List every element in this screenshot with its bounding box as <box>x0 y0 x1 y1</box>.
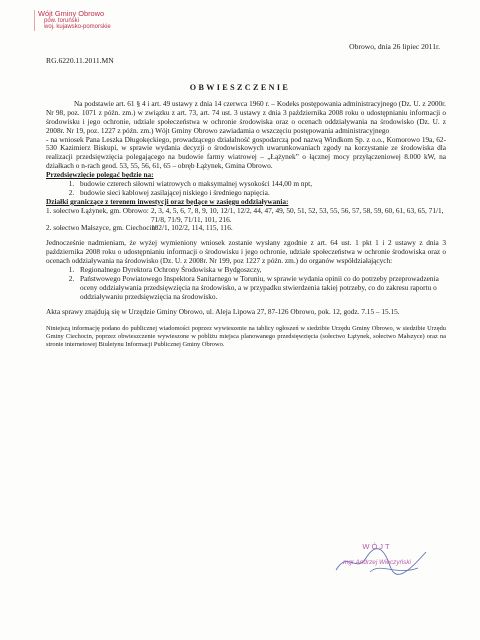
applicant-paragraph: - na wniosek Pana Leszka Długokęckiego, prowadzącego działalność gospodarczą pod nazwą Windkom Sp. z o.o., Komorowo 19a, 62-530 Kazimierz Biskupi, w sprawie wydania decyzji o środowiskowych uwarunkowaniach zgody na korzystanie ze środowiska dla realizacji przedsięwzięcia polegającego na budowie farmy wiatrowej – „Łążynek” o łącznej mocy przyłączeniowej 8.000 kW, na działkach o n-rach geod. 53, 55, 56, 61, 65 – obręb Łążynek, Gmina Obrowo. <box>46 134 446 171</box>
authorities-list <box>46 266 446 302</box>
scope-heading: Przedsięwzięcie polegać będzie na: <box>46 170 154 180</box>
office-stamp <box>34 10 111 31</box>
scope-list <box>46 180 446 198</box>
stamp-line-3: woj. kujawsko-pomorskie <box>44 24 111 31</box>
authority-item: 2. Państwowego Powiatowego Inspektora Sanitarnego w Toruniu, w sprawie wydania opinii co do potrzeby przeprowadzenia oceny oddziaływania przedsięwzięcia na środowisko, a w przypadku stwierdzenia takiej potrzeby, co do zakresu raportu o oddziaływaniu przedsięwzięcia na środowisko. <box>76 275 446 302</box>
authority-item: 1. Regionalnego Dyrektora Ochrony Środowiska w Bydgoszczy, <box>76 266 446 275</box>
parcel-row-label: 2. sołectwo Małszyce, gm. Ciechocin: <box>46 223 158 233</box>
reference-number: RG.6220.11.2011.MN <box>46 56 114 65</box>
intro-paragraph: Na podstawie art. 61 § 4 i art. 49 ustawy z dnia 14 czerwca 1960 r. – Kodeks postępowania administracyjnego (Dz. U. z 2000r. Nr 98, poz. 1071 z późn. zm.) w związku z art. 73, art. 74 ust. 3 ustawy z dnia 3 października 2008 roku o udostępnianiu informacji o środowisku i jego ochronie, udziale społeczeństwa w ochronie środowiska oraz o ocenach oddziaływania na środowisko (Dz. U. z 2008r. Nr 19, poz. 1227 z późn. zm.) Wójt Gminy Obrowo zawiadamia o wszczęciu postępowania administracyjnego <box>46 99 446 135</box>
stamp-line-1: Wójt Gminy Obrowo <box>38 9 105 18</box>
notice-paragraph: Jednocześnie nadmieniam, że wyżej wymieniony wniosek zostanie wysłany zgodnie z art. 64 ust. 1 pkt 1 i 2 ustawy z dnia 3 października 2008 roku o udostępnianiu informacji o środowisku i jego ochronie, udziale społeczeństwa w ochronie środowiska oraz o ocenach oddziaływania na środowisko (Dz. U. z 2008r. Nr 199, poz 1227 z późn. zm.) do organów współdziałających: <box>46 238 446 266</box>
parcel-row-values: 102/1, 102/2, 114, 115, 116. <box>151 223 233 233</box>
parcels-heading: Działki graniczące z terenem inwestycji oraz będące w zasięgu oddziaływania: <box>46 196 289 206</box>
signature-block <box>322 542 432 567</box>
stamp-line-2: pow. toruński <box>44 17 80 24</box>
scope-item: 2. budowie sieci kablowej zasilającej niskiego i średniego napięcia. <box>76 189 446 198</box>
parcel-row-label: 1. sołectwo Łążynek, gm. Obrowo: <box>46 205 149 215</box>
parcel-row-values: 2, 3, 4, 5, 6, 7, 8, 9, 10, 12/1, 12/2, 44, 47, 49, 50, 51, 52, 53, 55, 56, 57, 58, 59, 60, 61, 63, 65, 71/1, 71/8, 71/9, 71/11, 101, 216. <box>151 205 444 224</box>
document-date: Obrowo, dnia 26 lipiec 2011r. <box>349 42 440 51</box>
parcel-row <box>46 207 446 225</box>
footnote: Niniejszą informację podano do publicznej wiadomości poprzez wywieszenie na tablicy ogłoszeń w siedzibie Urzędu Gminy Obrowo, w siedzibie Urzędu Gminy Ciechocin, poprzez obwieszczenie wywieszone w pobliżu miejsca planowanego przedsięwzięcia (sołectwo Łążynek, sołectwo Małszyce) oraz na stronie internetowej Biuletynu Informacji Publicznej Gminy Obrowo. <box>46 325 446 349</box>
case-files-paragraph: Akta sprawy znajdują się w Urzędzie Gminy Obrowo, ul. Aleja Lipowa 27, 87-126 Obrowo, pok. 12, godz. 7.15 – 15.15. <box>46 306 400 316</box>
signature-title: WÓJT <box>362 542 392 551</box>
scope-item: 1. budowie czterech siłowni wiatrowych o maksymalnej wysokości 144,00 m npt, <box>76 180 446 189</box>
parcel-row <box>46 224 446 233</box>
signature-name: mgr Andrzej Wieczyński <box>343 559 411 567</box>
document-title: OBWIESZCZENIE <box>189 83 291 92</box>
document-body <box>46 100 446 349</box>
